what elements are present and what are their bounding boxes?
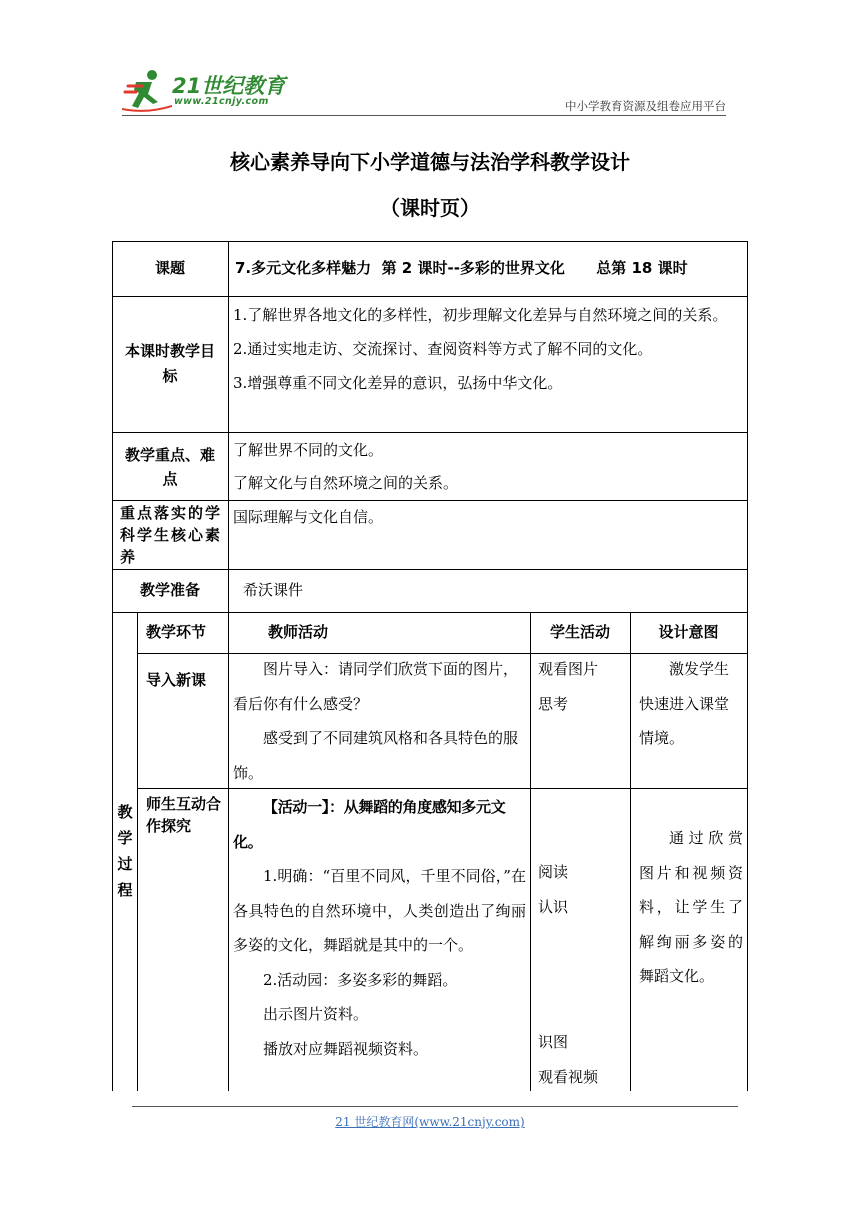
- key-point-item: 了解文化与自然环境之间的关系。: [233, 474, 459, 492]
- stage-cell: 师生互动合作探究: [146, 795, 222, 835]
- teacher-activity-text: 2.活动园：多姿多彩的舞蹈。: [263, 970, 458, 989]
- teacher-activity-text: 感受到了不同建筑风格和各具特色的服饰。: [233, 729, 519, 782]
- key-point-item: 了解世界不同的文化。: [233, 441, 384, 459]
- student-activity-text: 阅读: [538, 863, 569, 881]
- header-divider: [122, 115, 726, 116]
- student-activity-text: 识图: [538, 1033, 569, 1051]
- lesson-plan-table: [112, 241, 748, 1091]
- teacher-activity-cell: [233, 652, 526, 790]
- key-points-label: 教学重点、难点: [124, 446, 215, 488]
- logo: [122, 68, 322, 114]
- table-border: [630, 612, 631, 1091]
- teacher-activity-text: 出示图片资料。: [263, 1005, 369, 1023]
- runner-logo-icon: [122, 68, 172, 114]
- student-activity-text: 认识: [538, 897, 569, 916]
- goal-label: 本课时教学目标: [124, 342, 215, 385]
- prep-label: 教学准备: [139, 581, 200, 599]
- student-activity-cell: [538, 652, 626, 721]
- page-subtitle: （课时页）: [380, 196, 480, 220]
- goal-list: [233, 298, 743, 400]
- footer-divider: [132, 1106, 738, 1107]
- student-activity-cell: [538, 1025, 626, 1094]
- topic-value: 7.多元文化多样魅力 第 2 课时--多彩的世界文化 总第 18 课时: [235, 259, 688, 277]
- page-header: [122, 68, 726, 114]
- table-border: [112, 612, 748, 613]
- table-border: [112, 432, 748, 433]
- page-title: 核心素养导向下小学道德与法治学科教学设计: [230, 150, 630, 174]
- student-activity-text: 思考: [538, 694, 569, 713]
- logo-url-text: www.21cnjy.com: [174, 96, 269, 107]
- core-literacy-value: 国际理解与文化自信。: [233, 508, 384, 526]
- table-border: [112, 569, 748, 570]
- table-border: [112, 500, 748, 501]
- col-header-intent: 设计意图: [658, 623, 719, 641]
- teacher-activity-text: 播放对应舞蹈视频资料。: [263, 1039, 429, 1058]
- table-border: [530, 612, 531, 1091]
- table-border: [747, 241, 748, 1091]
- activity-heading: 【活动一】：从舞蹈的角度感知多元文化。: [233, 798, 506, 851]
- teacher-activity-cell: [233, 790, 526, 1066]
- col-header-teacher: 教师活动: [268, 623, 329, 641]
- table-border: [137, 612, 138, 1091]
- col-header-student: 学生活动: [549, 623, 610, 641]
- table-border: [112, 241, 748, 242]
- goal-item: 2.通过实地走访、交流探讨、查阅资料等方式了解不同的文化。: [233, 340, 653, 358]
- stage-cell: 导入新课: [146, 671, 207, 689]
- prep-value: 希沃课件: [243, 581, 304, 599]
- topic-label: 课题: [154, 259, 185, 277]
- core-literacy-label: 重点落实的学科学生核心素养: [120, 504, 223, 566]
- student-activity-text: 观看图片: [538, 660, 599, 678]
- student-activity-cell: [538, 855, 626, 924]
- goal-item: 3.增强尊重不同文化差异的意识，弘扬中华文化。: [233, 374, 563, 392]
- design-intent-cell: 激发学生快速进入课堂情境。: [639, 660, 730, 747]
- teacher-activity-text: 图片导入：请同学们欣赏下面的图片，看后你有什么感受？: [233, 660, 519, 713]
- process-label: 教学过程: [117, 803, 133, 899]
- teacher-activity-text: 1.明确：“百里不同风，千里不同俗，”在各具特色的自然环境中，人类创造出了绚丽多姿的文化，舞蹈就是其中的一个。: [233, 867, 526, 954]
- table-border: [228, 241, 229, 612]
- table-border: [228, 612, 229, 1091]
- table-border: [112, 241, 113, 1091]
- design-intent-cell: 通过欣赏图片和视频资料，让学生了解绚丽多姿的舞蹈文化。: [639, 829, 743, 985]
- student-activity-text: 观看视频: [538, 1067, 599, 1086]
- key-points-list: [233, 434, 743, 500]
- col-header-stage: 教学环节: [146, 623, 207, 641]
- footer-link[interactable]: 21 世纪教育网(www.21cnjy.com): [335, 1115, 525, 1129]
- logo-brand-text: 21世纪教育: [172, 74, 286, 98]
- table-border: [112, 296, 748, 297]
- header-platform-text: 中小学教育资源及组卷应用平台: [565, 99, 726, 113]
- goal-item: 1.了解世界各地文化的多样性，初步理解文化差异与自然环境之间的关系。: [233, 306, 728, 324]
